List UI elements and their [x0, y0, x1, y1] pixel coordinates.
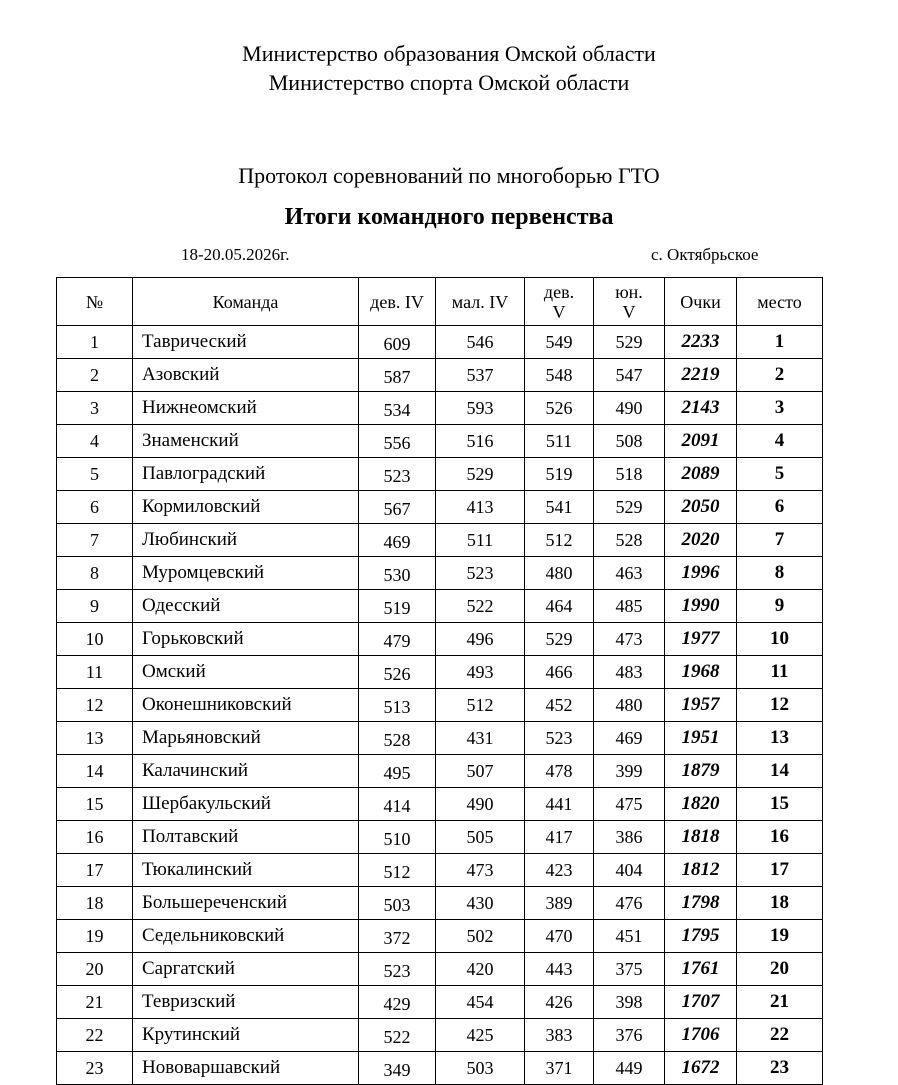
cell-team: Саргатский — [133, 953, 359, 986]
cell-girls-5: 511 — [525, 425, 594, 458]
cell-no: 7 — [57, 524, 133, 557]
cell-girls-4: 349 — [359, 1052, 436, 1085]
cell-no: 23 — [57, 1052, 133, 1085]
cell-boys-5: 518 — [594, 458, 665, 491]
cell-points: 2219 — [665, 359, 737, 392]
cell-girls-5: 523 — [525, 722, 594, 755]
cell-boys-5: 476 — [594, 887, 665, 920]
cell-no: 21 — [57, 986, 133, 1019]
cell-girls-4: 510 — [359, 821, 436, 854]
cell-girls-4: 512 — [359, 854, 436, 887]
cell-points: 2020 — [665, 524, 737, 557]
cell-team: Нижнеомский — [133, 392, 359, 425]
table-row — [57, 590, 823, 623]
table-row — [57, 953, 823, 986]
cell-no: 4 — [57, 425, 133, 458]
cell-boys-5: 398 — [594, 986, 665, 1019]
cell-place: 11 — [737, 656, 823, 689]
cell-boys-5: 451 — [594, 920, 665, 953]
cell-points: 1820 — [665, 788, 737, 821]
cell-boys-5: 473 — [594, 623, 665, 656]
cell-girls-5: 423 — [525, 854, 594, 887]
cell-girls-5: 426 — [525, 986, 594, 1019]
table-row — [57, 491, 823, 524]
col-header-girls-5-line1: дев. — [543, 281, 575, 302]
cell-team: Седельниковский — [133, 920, 359, 953]
cell-boys-4: 512 — [436, 689, 525, 722]
cell-points: 2089 — [665, 458, 737, 491]
cell-girls-4: 429 — [359, 986, 436, 1019]
cell-no: 3 — [57, 392, 133, 425]
cell-place: 19 — [737, 920, 823, 953]
cell-team: Шербакульский — [133, 788, 359, 821]
cell-no: 18 — [57, 887, 133, 920]
cell-no: 5 — [57, 458, 133, 491]
cell-boys-4: 523 — [436, 557, 525, 590]
cell-girls-4: 567 — [359, 491, 436, 524]
cell-no: 9 — [57, 590, 133, 623]
cell-girls-5: 519 — [525, 458, 594, 491]
cell-girls-5: 383 — [525, 1019, 594, 1052]
cell-girls-5: 512 — [525, 524, 594, 557]
cell-team: Таврический — [133, 326, 359, 359]
cell-no: 15 — [57, 788, 133, 821]
table-row — [57, 1019, 823, 1052]
cell-boys-4: 473 — [436, 854, 525, 887]
cell-boys-4: 454 — [436, 986, 525, 1019]
col-header-team: Команда — [133, 278, 359, 326]
cell-place: 5 — [737, 458, 823, 491]
cell-boys-5: 375 — [594, 953, 665, 986]
cell-boys-5: 386 — [594, 821, 665, 854]
cell-points: 1707 — [665, 986, 737, 1019]
cell-place: 15 — [737, 788, 823, 821]
cell-boys-4: 546 — [436, 326, 525, 359]
col-header-girls-4: дев. IV — [359, 278, 436, 326]
cell-boys-5: 480 — [594, 689, 665, 722]
cell-team: Павлоградский — [133, 458, 359, 491]
cell-team: Большереченский — [133, 887, 359, 920]
cell-girls-4: 519 — [359, 590, 436, 623]
cell-no: 8 — [57, 557, 133, 590]
cell-points: 1818 — [665, 821, 737, 854]
cell-team: Крутинский — [133, 1019, 359, 1052]
cell-boys-4: 537 — [436, 359, 525, 392]
table-row — [57, 392, 823, 425]
cell-boys-4: 511 — [436, 524, 525, 557]
cell-place: 17 — [737, 854, 823, 887]
cell-girls-5: 529 — [525, 623, 594, 656]
cell-boys-4: 593 — [436, 392, 525, 425]
cell-girls-5: 548 — [525, 359, 594, 392]
table-row — [57, 425, 823, 458]
cell-points: 1977 — [665, 623, 737, 656]
cell-points: 1996 — [665, 557, 737, 590]
cell-girls-5: 389 — [525, 887, 594, 920]
cell-points: 1990 — [665, 590, 737, 623]
col-header-no: № — [57, 278, 133, 326]
table-row — [57, 557, 823, 590]
col-header-girls-5 — [525, 278, 594, 326]
cell-boys-5: 475 — [594, 788, 665, 821]
table-row — [57, 854, 823, 887]
cell-points: 1951 — [665, 722, 737, 755]
ministry-education-heading: Министерство образования Омской области — [242, 41, 656, 66]
cell-place: 20 — [737, 953, 823, 986]
cell-boys-5: 404 — [594, 854, 665, 887]
cell-boys-5: 449 — [594, 1052, 665, 1085]
cell-no: 6 — [57, 491, 133, 524]
cell-girls-5: 541 — [525, 491, 594, 524]
cell-team: Марьяновский — [133, 722, 359, 755]
cell-place: 22 — [737, 1019, 823, 1052]
cell-points: 1957 — [665, 689, 737, 722]
competition-place: с. Октябрьское — [651, 245, 759, 264]
cell-points: 1672 — [665, 1052, 737, 1085]
table-header-row — [57, 278, 823, 326]
cell-points: 2143 — [665, 392, 737, 425]
table-row — [57, 656, 823, 689]
cell-boys-4: 505 — [436, 821, 525, 854]
cell-girls-4: 528 — [359, 722, 436, 755]
cell-place: 7 — [737, 524, 823, 557]
cell-girls-4: 530 — [359, 557, 436, 590]
cell-points: 1968 — [665, 656, 737, 689]
cell-girls-5: 417 — [525, 821, 594, 854]
cell-no: 19 — [57, 920, 133, 953]
cell-boys-5: 508 — [594, 425, 665, 458]
cell-place: 14 — [737, 755, 823, 788]
table-row — [57, 788, 823, 821]
cell-girls-5: 466 — [525, 656, 594, 689]
cell-girls-5: 464 — [525, 590, 594, 623]
cell-girls-5: 443 — [525, 953, 594, 986]
cell-boys-4: 493 — [436, 656, 525, 689]
cell-girls-5: 478 — [525, 755, 594, 788]
table-row — [57, 986, 823, 1019]
cell-team: Муромцевский — [133, 557, 359, 590]
cell-boys-5: 376 — [594, 1019, 665, 1052]
cell-points: 1706 — [665, 1019, 737, 1052]
cell-place: 23 — [737, 1052, 823, 1085]
cell-boys-5: 483 — [594, 656, 665, 689]
cell-no: 20 — [57, 953, 133, 986]
cell-girls-5: 371 — [525, 1052, 594, 1085]
cell-boys-5: 528 — [594, 524, 665, 557]
competition-date: 18-20.05.2026г. — [181, 245, 290, 264]
cell-team: Калачинский — [133, 755, 359, 788]
cell-boys-4: 413 — [436, 491, 525, 524]
cell-girls-4: 372 — [359, 920, 436, 953]
cell-boys-5: 529 — [594, 326, 665, 359]
cell-points: 1761 — [665, 953, 737, 986]
col-header-boys-5 — [594, 278, 665, 326]
cell-points: 2050 — [665, 491, 737, 524]
ministry-sport-heading: Министерство спорта Омской области — [268, 70, 630, 95]
table-row — [57, 359, 823, 392]
col-header-boys-5-line1: юн. — [615, 281, 643, 302]
cell-boys-4: 496 — [436, 623, 525, 656]
cell-points: 2091 — [665, 425, 737, 458]
table-row — [57, 326, 823, 359]
cell-place: 4 — [737, 425, 823, 458]
cell-team: Одесский — [133, 590, 359, 623]
table-row — [57, 722, 823, 755]
results-table — [56, 277, 823, 1085]
cell-team: Омский — [133, 656, 359, 689]
cell-no: 1 — [57, 326, 133, 359]
cell-points: 2233 — [665, 326, 737, 359]
cell-girls-5: 470 — [525, 920, 594, 953]
col-header-place: место — [737, 278, 823, 326]
table-row — [57, 458, 823, 491]
table-row — [57, 689, 823, 722]
table-row — [57, 524, 823, 557]
cell-boys-4: 431 — [436, 722, 525, 755]
cell-place: 8 — [737, 557, 823, 590]
cell-no: 14 — [57, 755, 133, 788]
cell-place: 12 — [737, 689, 823, 722]
cell-team: Тюкалинский — [133, 854, 359, 887]
cell-girls-4: 495 — [359, 755, 436, 788]
cell-team: Любинский — [133, 524, 359, 557]
cell-boys-4: 507 — [436, 755, 525, 788]
cell-points: 1798 — [665, 887, 737, 920]
cell-no: 12 — [57, 689, 133, 722]
cell-girls-4: 587 — [359, 359, 436, 392]
table-row — [57, 1052, 823, 1085]
table-row — [57, 623, 823, 656]
cell-place: 10 — [737, 623, 823, 656]
cell-place: 3 — [737, 392, 823, 425]
cell-boys-4: 503 — [436, 1052, 525, 1085]
cell-place: 2 — [737, 359, 823, 392]
cell-place: 6 — [737, 491, 823, 524]
cell-team: Оконешниковский — [133, 689, 359, 722]
cell-girls-4: 522 — [359, 1019, 436, 1052]
cell-place: 13 — [737, 722, 823, 755]
cell-place: 1 — [737, 326, 823, 359]
cell-boys-5: 463 — [594, 557, 665, 590]
cell-points: 1879 — [665, 755, 737, 788]
cell-boys-5: 469 — [594, 722, 665, 755]
cell-boys-5: 490 — [594, 392, 665, 425]
cell-boys-4: 522 — [436, 590, 525, 623]
cell-place: 21 — [737, 986, 823, 1019]
cell-no: 11 — [57, 656, 133, 689]
cell-boys-4: 529 — [436, 458, 525, 491]
cell-place: 16 — [737, 821, 823, 854]
table-row — [57, 755, 823, 788]
cell-boys-5: 399 — [594, 755, 665, 788]
cell-boys-5: 547 — [594, 359, 665, 392]
cell-boys-4: 425 — [436, 1019, 525, 1052]
cell-girls-4: 523 — [359, 953, 436, 986]
cell-points: 1812 — [665, 854, 737, 887]
table-row — [57, 821, 823, 854]
cell-girls-5: 480 — [525, 557, 594, 590]
cell-team: Азовский — [133, 359, 359, 392]
cell-place: 9 — [737, 590, 823, 623]
cell-team: Знаменский — [133, 425, 359, 458]
cell-girls-4: 526 — [359, 656, 436, 689]
cell-no: 22 — [57, 1019, 133, 1052]
cell-team: Горьковский — [133, 623, 359, 656]
table-row — [57, 887, 823, 920]
cell-girls-5: 441 — [525, 788, 594, 821]
cell-no: 10 — [57, 623, 133, 656]
col-header-boys-4: мал. IV — [436, 278, 525, 326]
results-title: Итоги командного первенства — [284, 204, 614, 230]
cell-boys-4: 420 — [436, 953, 525, 986]
cell-boys-4: 516 — [436, 425, 525, 458]
cell-place: 18 — [737, 887, 823, 920]
cell-boys-5: 529 — [594, 491, 665, 524]
cell-team: Тевризский — [133, 986, 359, 1019]
cell-boys-4: 502 — [436, 920, 525, 953]
col-header-points: Очки — [665, 278, 737, 326]
cell-no: 16 — [57, 821, 133, 854]
cell-girls-4: 556 — [359, 425, 436, 458]
cell-girls-4: 523 — [359, 458, 436, 491]
cell-girls-5: 526 — [525, 392, 594, 425]
col-header-boys-5-line2: V — [622, 301, 636, 322]
cell-team: Кормиловский — [133, 491, 359, 524]
cell-girls-4: 469 — [359, 524, 436, 557]
protocol-heading: Протокол соревнований по многоборью ГТО — [238, 163, 660, 188]
cell-boys-4: 490 — [436, 788, 525, 821]
cell-girls-4: 479 — [359, 623, 436, 656]
cell-girls-5: 452 — [525, 689, 594, 722]
cell-team: Нововаршавский — [133, 1052, 359, 1085]
cell-points: 1795 — [665, 920, 737, 953]
cell-girls-4: 513 — [359, 689, 436, 722]
cell-boys-4: 430 — [436, 887, 525, 920]
col-header-girls-5-line2: V — [552, 301, 566, 322]
cell-no: 13 — [57, 722, 133, 755]
cell-girls-4: 503 — [359, 887, 436, 920]
cell-girls-4: 414 — [359, 788, 436, 821]
cell-boys-5: 485 — [594, 590, 665, 623]
table-row — [57, 920, 823, 953]
cell-no: 17 — [57, 854, 133, 887]
cell-girls-4: 609 — [359, 326, 436, 359]
cell-girls-4: 534 — [359, 392, 436, 425]
cell-no: 2 — [57, 359, 133, 392]
cell-girls-5: 549 — [525, 326, 594, 359]
cell-team: Полтавский — [133, 821, 359, 854]
